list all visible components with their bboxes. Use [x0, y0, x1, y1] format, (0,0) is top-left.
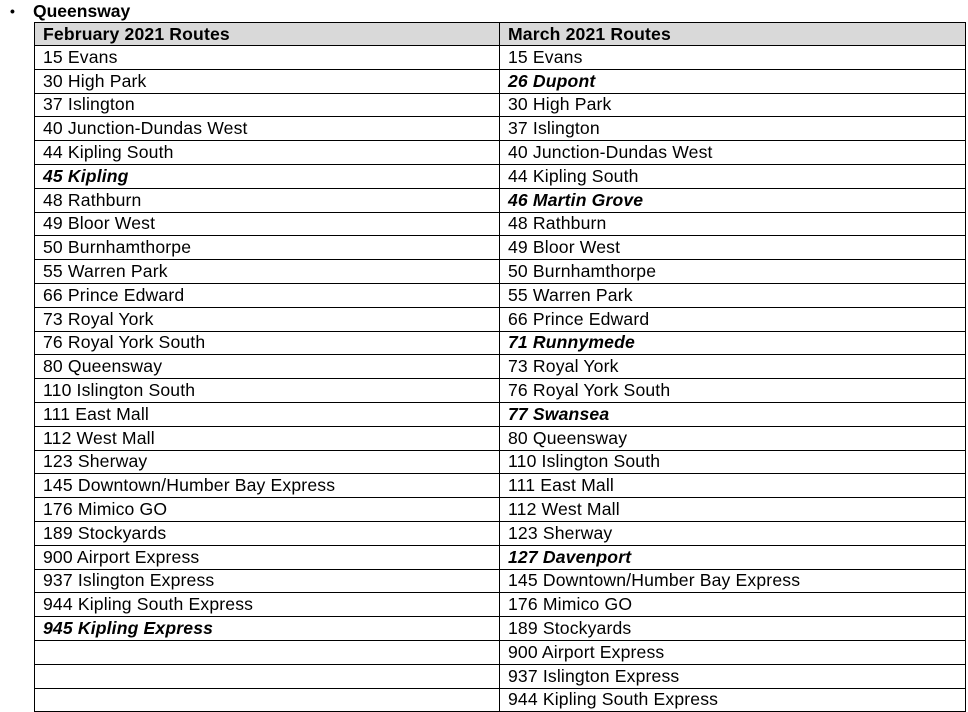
february-route-cell: 176 Mimico GO [35, 498, 500, 522]
march-route-cell: 112 West Mall [500, 498, 966, 522]
february-route-cell: 55 Warren Park [35, 260, 500, 284]
routes-table [34, 22, 966, 712]
table-row [35, 498, 966, 522]
table-row [35, 188, 966, 212]
february-route-cell: 111 East Mall [35, 402, 500, 426]
march-route-cell: 77 Swansea [500, 402, 966, 426]
march-route-cell: 937 Islington Express [500, 664, 966, 688]
table-row [35, 212, 966, 236]
routes-table-body [35, 46, 966, 712]
march-route-cell: 900 Airport Express [500, 640, 966, 664]
table-row [35, 640, 966, 664]
february-route-cell [35, 664, 500, 688]
table-row [35, 379, 966, 403]
table-row [35, 355, 966, 379]
table-header-row [35, 23, 966, 46]
march-route-cell: 15 Evans [500, 46, 966, 70]
february-route-cell: 50 Burnhamthorpe [35, 236, 500, 260]
february-route-cell: 900 Airport Express [35, 545, 500, 569]
march-route-cell: 76 Royal York South [500, 379, 966, 403]
february-route-cell: 73 Royal York [35, 307, 500, 331]
march-route-cell: 49 Bloor West [500, 236, 966, 260]
february-route-cell: 49 Bloor West [35, 212, 500, 236]
table-row [35, 569, 966, 593]
february-route-cell: 189 Stockyards [35, 521, 500, 545]
february-route-cell: 40 Junction-Dundas West [35, 117, 500, 141]
february-route-cell: 110 Islington South [35, 379, 500, 403]
february-route-cell: 15 Evans [35, 46, 500, 70]
table-row [35, 236, 966, 260]
february-route-cell: 66 Prince Edward [35, 283, 500, 307]
march-route-cell: 48 Rathburn [500, 212, 966, 236]
february-route-cell: 80 Queensway [35, 355, 500, 379]
march-route-cell: 189 Stockyards [500, 617, 966, 641]
table-row [35, 283, 966, 307]
table-row [35, 545, 966, 569]
section-heading [0, 0, 130, 22]
table-row [35, 164, 966, 188]
march-route-cell: 40 Junction-Dundas West [500, 141, 966, 165]
bullet-icon: • [10, 3, 15, 19]
table-row [35, 260, 966, 284]
march-route-cell: 123 Sherway [500, 521, 966, 545]
table-row [35, 307, 966, 331]
march-route-cell: 110 Islington South [500, 450, 966, 474]
march-route-cell: 44 Kipling South [500, 164, 966, 188]
march-route-cell: 73 Royal York [500, 355, 966, 379]
february-route-cell: 937 Islington Express [35, 569, 500, 593]
march-route-cell: 37 Islington [500, 117, 966, 141]
february-route-cell: 48 Rathburn [35, 188, 500, 212]
march-route-cell: 55 Warren Park [500, 283, 966, 307]
february-route-cell: 944 Kipling South Express [35, 593, 500, 617]
february-route-cell: 145 Downtown/Humber Bay Express [35, 474, 500, 498]
march-route-cell: 50 Burnhamthorpe [500, 260, 966, 284]
february-route-cell: 112 West Mall [35, 426, 500, 450]
table-row [35, 521, 966, 545]
section-title: Queensway [33, 0, 131, 21]
header-february-routes: February 2021 Routes [35, 23, 500, 46]
march-route-cell: 127 Davenport [500, 545, 966, 569]
february-route-cell: 30 High Park [35, 69, 500, 93]
table-row [35, 593, 966, 617]
table-row [35, 617, 966, 641]
march-route-cell: 30 High Park [500, 93, 966, 117]
march-route-cell: 71 Runnymede [500, 331, 966, 355]
table-row [35, 450, 966, 474]
february-route-cell: 945 Kipling Express [35, 617, 500, 641]
february-route-cell: 45 Kipling [35, 164, 500, 188]
march-route-cell: 176 Mimico GO [500, 593, 966, 617]
table-row [35, 426, 966, 450]
february-route-cell: 76 Royal York South [35, 331, 500, 355]
table-row [35, 93, 966, 117]
march-route-cell: 145 Downtown/Humber Bay Express [500, 569, 966, 593]
table-row [35, 474, 966, 498]
february-route-cell: 37 Islington [35, 93, 500, 117]
march-route-cell: 26 Dupont [500, 69, 966, 93]
february-route-cell [35, 640, 500, 664]
table-row [35, 402, 966, 426]
table-row [35, 141, 966, 165]
table-row [35, 46, 966, 70]
february-route-cell: 44 Kipling South [35, 141, 500, 165]
header-march-routes: March 2021 Routes [500, 23, 966, 46]
table-row [35, 664, 966, 688]
march-route-cell: 111 East Mall [500, 474, 966, 498]
table-row [35, 117, 966, 141]
march-route-cell: 46 Martin Grove [500, 188, 966, 212]
table-row [35, 331, 966, 355]
march-route-cell: 66 Prince Edward [500, 307, 966, 331]
february-route-cell: 123 Sherway [35, 450, 500, 474]
march-route-cell: 80 Queensway [500, 426, 966, 450]
table-row [35, 69, 966, 93]
march-route-cell: 944 Kipling South Express [500, 688, 966, 712]
